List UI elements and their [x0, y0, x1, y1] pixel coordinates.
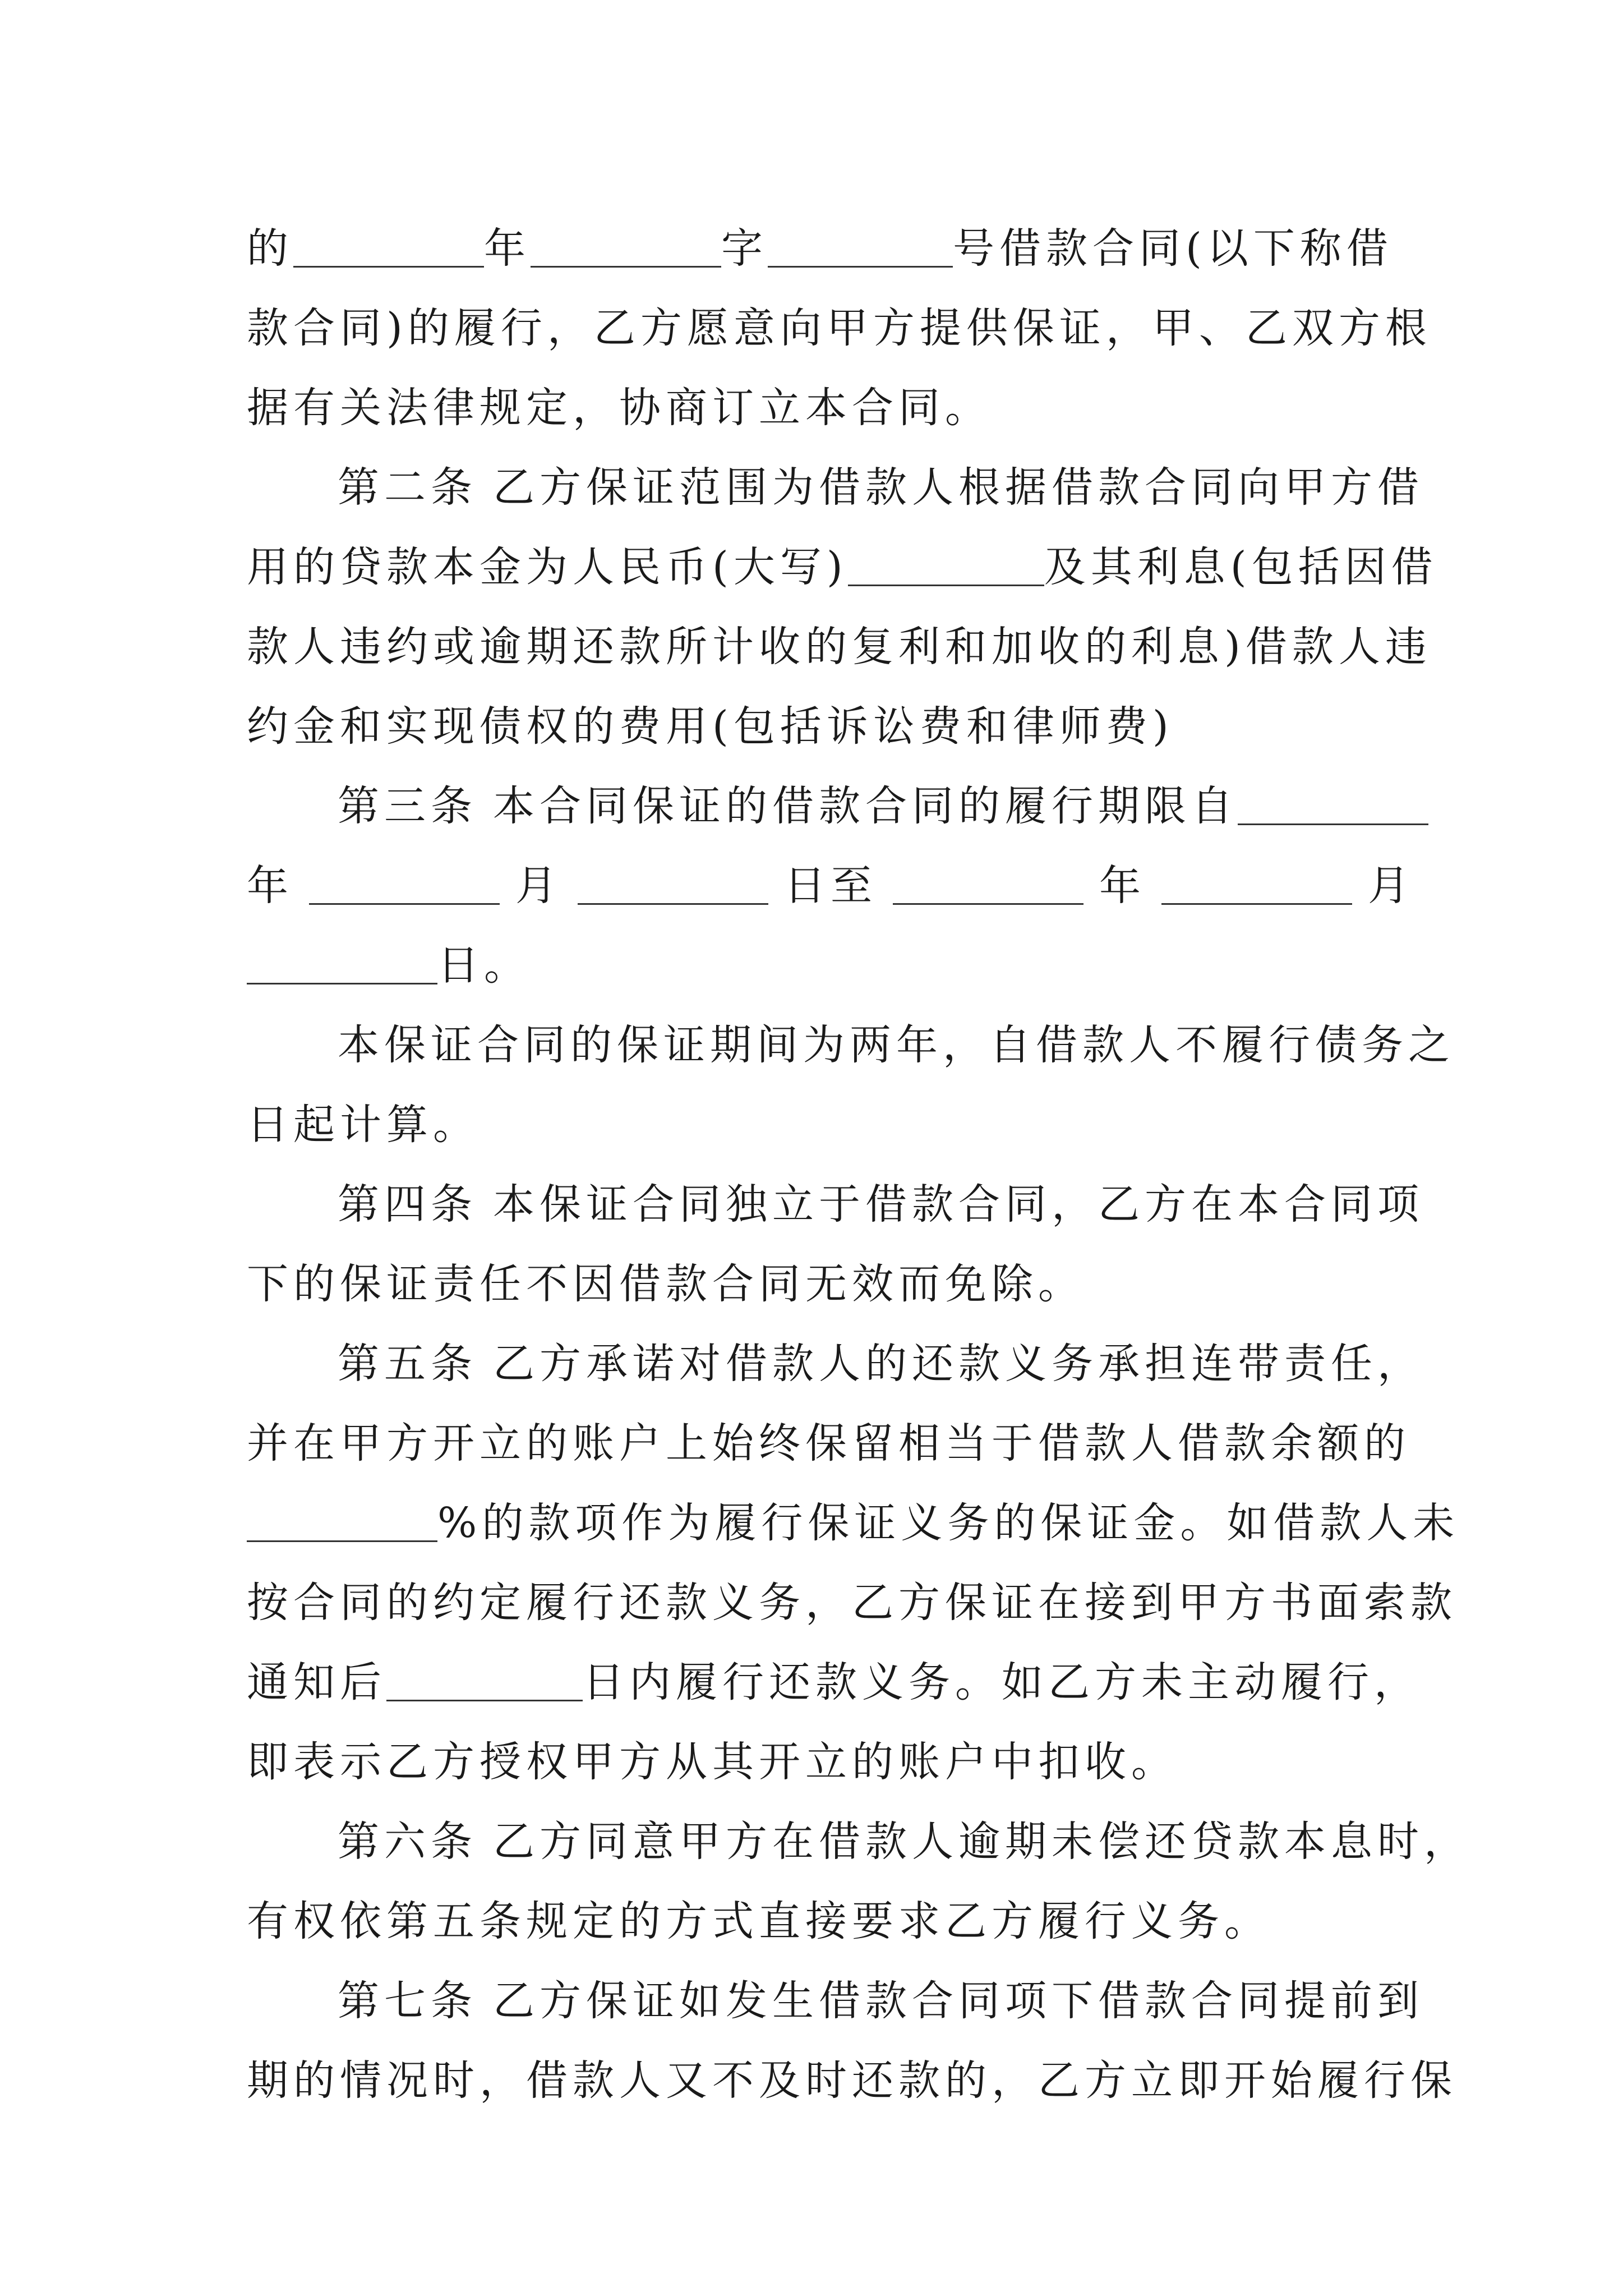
text-line: 款合同)的履行，乙方愿意向甲方提供保证，甲、乙双方根	[247, 304, 1432, 352]
article-number: 第四条	[338, 1180, 477, 1228]
fill-blank	[386, 1660, 583, 1701]
article-number: 第五条	[338, 1340, 477, 1388]
fill-blank	[893, 864, 1083, 905]
text-line: 下的保证责任不因借款合同无效而免除。	[247, 1260, 1085, 1308]
article-heading-line: 第三条 本合同保证的借款合同的履行期限自	[247, 766, 1380, 846]
fill-blank	[247, 1501, 437, 1542]
fill-blank	[1161, 864, 1352, 905]
text-line: 日。	[247, 926, 1380, 1005]
fill-blank	[768, 227, 953, 268]
text-line: 本保证合同的保证期间为两年，自借款人不履行债务之	[338, 1021, 1455, 1069]
fill-blank	[1238, 784, 1428, 825]
article-number: 第二条	[338, 463, 477, 512]
article-heading-line: 第四条 本保证合同独立于借款合同，乙方在本合同项	[338, 1180, 1424, 1228]
fill-blank	[531, 227, 721, 268]
fill-blank	[247, 944, 437, 984]
text-line: 据有关法律规定，协商订立本合同。	[247, 384, 992, 432]
article-number: 第三条	[338, 782, 477, 830]
fill-blank	[578, 864, 768, 905]
article-heading-line: 第六条 乙方同意甲方在借款人逾期未偿还贷款本息时，	[338, 1818, 1470, 1866]
text-line: 款人违约或逾期还款所计收的复利和加收的利息)借款人违	[247, 623, 1432, 671]
fill-blank	[848, 545, 1044, 586]
text-line: 并在甲方开立的账户上始终保留相当于借款人借款余额的	[247, 1419, 1410, 1467]
article-number: 第七条	[338, 1977, 477, 2025]
contract-body	[247, 209, 1470, 2120]
text-line: 通知后 日内履行还款义务。如乙方未主动履行，	[247, 1658, 1421, 1706]
article-heading-line: 第五条 乙方承诺对借款人的还款义务承担连带责任，	[338, 1340, 1424, 1388]
fill-blank	[293, 227, 484, 268]
text-line: 期的情况时，借款人又不及时还款的，乙方立即开始履行保	[247, 2056, 1457, 2105]
text-line: 按合同的约定履行还款义务，乙方保证在接到甲方书面索款	[247, 1579, 1457, 1627]
text-line: 年 月 日至 年 月	[247, 862, 1414, 910]
text-line: 的 年 字 号借款合同(以下称借	[247, 224, 1393, 273]
text-line: %的款项作为履行保证义务的保证金。如借款人未	[247, 1483, 1380, 1563]
text-line: 即表示乙方授权甲方从其开立的账户中扣收。	[247, 1738, 1178, 1786]
fill-blank	[309, 864, 500, 905]
text-line: 日起计算。	[247, 1101, 479, 1149]
text-line: 用的贷款本金为人民币(大写) 及其利息(包括因借	[247, 543, 1438, 591]
text-line: 有权依第五条规定的方式直接要求乙方履行义务。	[247, 1897, 1271, 1945]
article-heading-line: 第二条 乙方保证范围为借款人根据借款合同向甲方借	[338, 463, 1424, 512]
article-number: 第六条	[338, 1818, 477, 1866]
article-heading-line: 第七条 乙方保证如发生借款合同项下借款合同提前到	[338, 1977, 1424, 2025]
text-line: 约金和实现债权的费用(包括诉讼费和律师费)	[247, 702, 1174, 751]
